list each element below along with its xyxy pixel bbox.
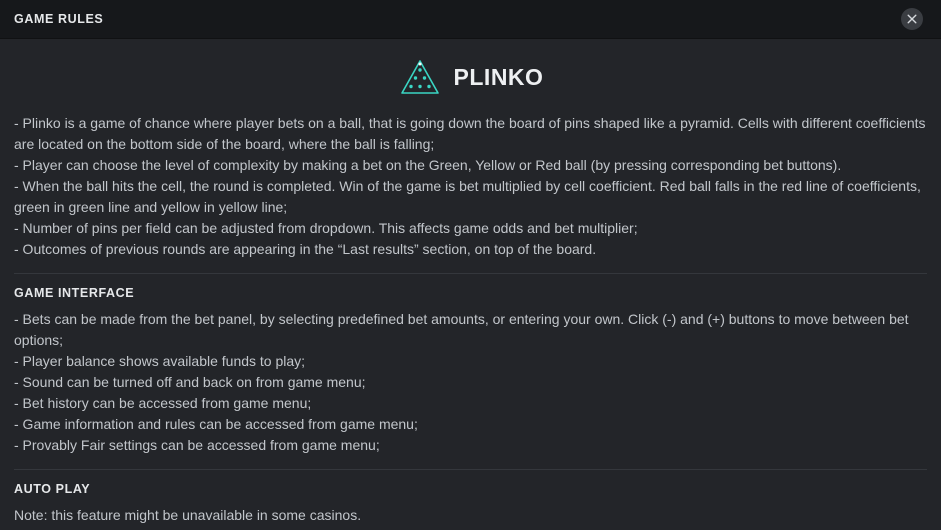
rules-line: - Plinko is a game of chance where player bets on a ball, that is going down the board of pins shaped like a pyramid. Cells with different coefficients are located on the bottom side of the board, where the ball is falling;	[14, 115, 926, 152]
plinko-logo	[14, 57, 927, 97]
rules-line: - Outcomes of previous rounds are appearing in the “Last results” section, on top of the board.	[14, 241, 597, 257]
section-heading-auto-play: AUTO PLAY	[14, 482, 91, 496]
rules-line: - When the ball hits the cell, the round is completed. Win of the game is bet multiplied by cell coefficient. Red ball falls in the red line of coefficients, green in green line and yellow in yellow line;	[14, 178, 921, 215]
plinko-pyramid-icon	[398, 57, 442, 97]
modal-content	[0, 39, 941, 530]
modal-title: GAME RULES	[14, 12, 104, 26]
interface-line: - Game information and rules can be accessed from game menu;	[14, 416, 418, 432]
interface-line: - Player balance shows available funds to play;	[14, 353, 306, 369]
plinko-logo-text: PLINKO	[453, 63, 544, 90]
section-divider	[14, 273, 927, 274]
interface-line: - Bet history can be accessed from game menu;	[14, 395, 312, 411]
interface-line: - Bets can be made from the bet panel, by selecting predefined bet amounts, or entering your own. Click (-) and (+) buttons to move between bet options;	[14, 311, 909, 348]
interface-line: - Provably Fair settings can be accessed from game menu;	[14, 437, 380, 453]
section-heading-game-interface: GAME INTERFACE	[14, 286, 135, 300]
interface-line: - Sound can be turned off and back on from game menu;	[14, 374, 366, 390]
rules-line: - Player can choose the level of complexity by making a bet on the Green, Yellow or Red ball (by pressing corresponding bet buttons).	[14, 157, 842, 173]
close-icon[interactable]	[901, 8, 923, 30]
section-divider	[14, 469, 927, 470]
auto-play-note: Note: this feature might be unavailable in some casinos.	[14, 507, 362, 523]
modal-titlebar	[0, 0, 941, 39]
rules-line: - Number of pins per field can be adjusted from dropdown. This affects game odds and bet multiplier;	[14, 220, 638, 236]
